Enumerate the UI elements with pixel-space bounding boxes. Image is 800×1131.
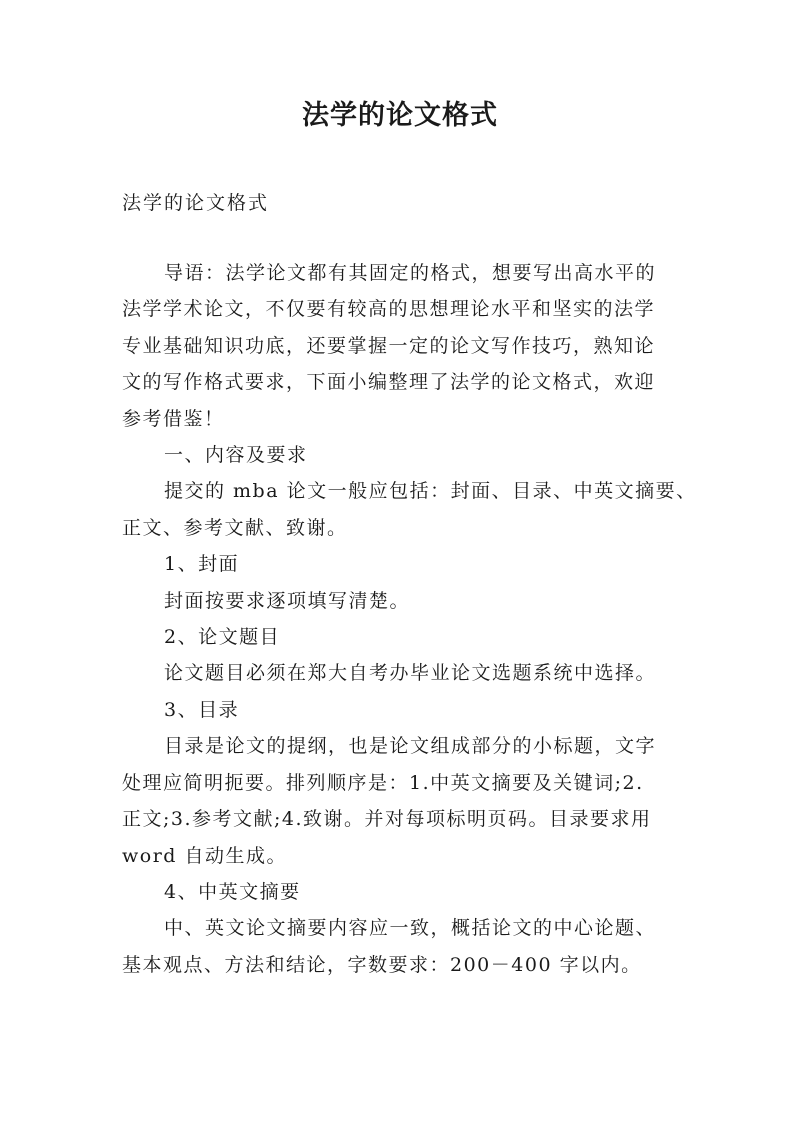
- text-line: 正文、参考文献、致谢。: [122, 516, 348, 539]
- text-line: 法学学术论文，不仅要有较高的思想理论水平和坚实的法学: [122, 298, 656, 321]
- text-line: 论文题目必须在郑大自考办毕业论文选题系统中选择。: [164, 662, 657, 685]
- subsection-heading: 3、目录: [164, 698, 240, 721]
- document-subtitle: 法学的论文格式: [122, 192, 270, 214]
- text-line: 基本观点、方法和结论，字数要求：200－400 字以内。: [122, 953, 642, 976]
- text-line: 中、英文论文摘要内容应一致，概括论文的中心论题、: [164, 917, 657, 940]
- subsection-heading: 1、封面: [164, 553, 240, 576]
- section-heading: 一、内容及要求: [164, 444, 308, 467]
- text-line: 正文;3.参考文献;4.致谢。并对每项标明页码。目录要求用: [122, 808, 652, 831]
- text-line: 提交的 mba 论文一般应包括：封面、目录、中英文摘要、: [164, 480, 697, 503]
- text-line: 封面按要求逐项填写清楚。: [164, 589, 411, 612]
- text-line: 导语：法学论文都有其固定的格式，想要写出高水平的: [164, 262, 657, 284]
- text-line: 目录是论文的提纲，也是论文组成部分的小标题，文字: [164, 735, 657, 758]
- text-line: 专业基础知识功底，还要掌握一定的论文写作技巧，熟知论: [122, 334, 656, 357]
- document-body: [122, 255, 697, 983]
- text-line: 处理应简明扼要。排列顺序是：1.中英文摘要及关键词;2.: [122, 771, 644, 794]
- text-line: 参考借鉴！: [122, 407, 225, 430]
- subsection-heading: 4、中英文摘要: [164, 880, 301, 903]
- text-line: 文的写作格式要求，下面小编整理了法学的论文格式，欢迎: [122, 371, 656, 394]
- text-line: word 自动生成。: [122, 844, 287, 867]
- subsection-heading: 2、论文题目: [164, 626, 281, 649]
- document-title: 法学的论文格式: [302, 100, 498, 131]
